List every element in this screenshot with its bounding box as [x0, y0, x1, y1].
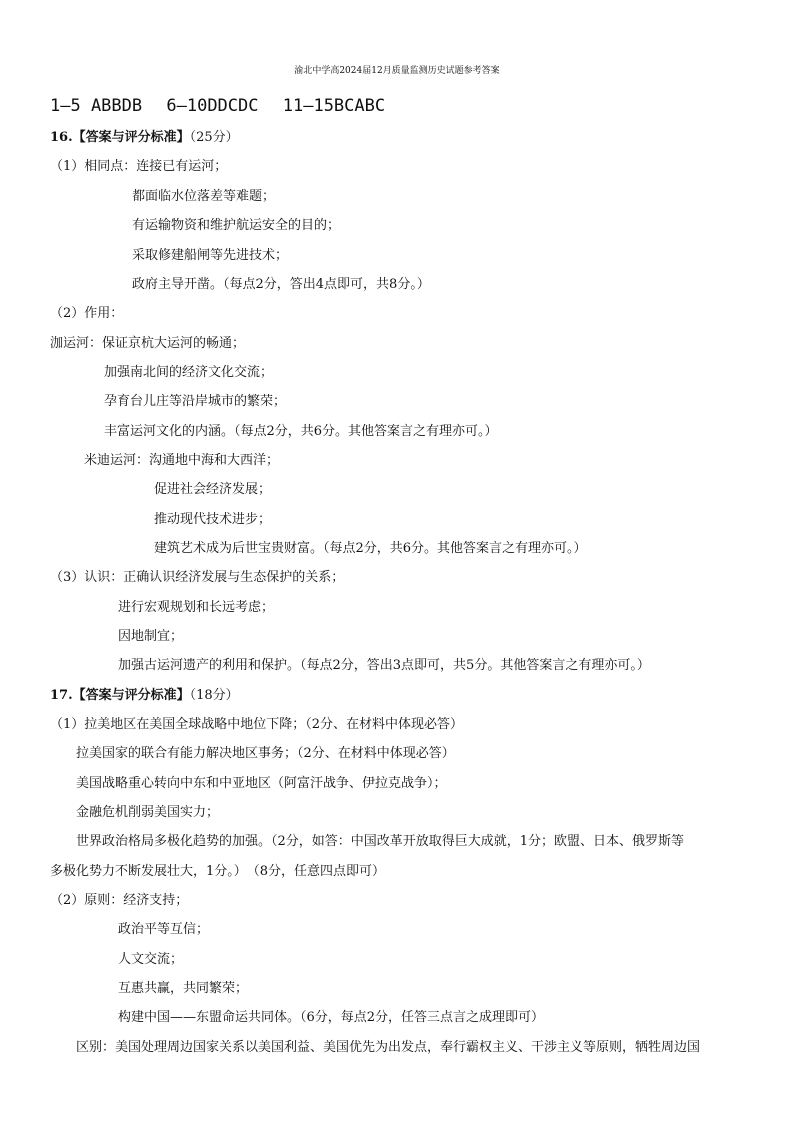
q17-p1-line: 美国战略重心转向中东和中亚地区（阿富汗战争、伊拉克战争）； — [76, 776, 447, 791]
q17-p2-line: 人文交流； — [118, 952, 184, 967]
q16-p3-line: 加强古运河遗产的利用和保护。（每点2分，答出3点即可，共5分。其他答案言之有理亦可。） — [118, 658, 650, 673]
q16-p2-line: 推动现代技术进步； — [154, 512, 272, 527]
q16-p2-line: 孕育台儿庄等沿岸城市的繁荣； — [104, 394, 287, 409]
q16-p1-line: 都面临水位落差等难题； — [132, 189, 276, 204]
q16-p2-line: （2）作用： — [50, 306, 124, 321]
q16-p1-line: 政府主导开凿。（每点2分，答出4点即可，共8分。） — [132, 277, 430, 292]
choice-answers — [50, 96, 399, 116]
q17-p2-line: 区别：美国处理周边国家关系以美国利益、美国优先为出发点，奉行霸权主义、干涉主义等原则，牺牲周边国 — [76, 1040, 701, 1055]
choice-answers-6-10: 6—10DDCDC — [166, 96, 259, 116]
q17-p1-line: 拉美国家的联合有能力解决地区事务；（2分、在材料中体现必答） — [76, 746, 455, 761]
q16-p1-line: 有运输物资和维护航运安全的目的； — [132, 218, 341, 233]
q17-heading-text: 17.【答案与评分标准】 — [50, 688, 190, 703]
q17-p2-line: 政治平等互信； — [118, 922, 210, 937]
q16-p2-line: 促进社会经济发展； — [154, 482, 272, 497]
q16-heading-text: 16.【答案与评分标准】 — [50, 130, 190, 145]
choice-answers-1-5: 1—5 ABBDB — [50, 96, 143, 116]
q16-p3-line: 因地制宜； — [118, 629, 184, 644]
q17-heading — [50, 688, 239, 704]
q17-p2-line: （2）原则：经济支持； — [50, 893, 189, 908]
q16-p1-line: 采取修建船闸等先进技术； — [132, 248, 289, 263]
q16-p3-line: （3）认识：正确认识经济发展与生态保护的关系； — [50, 570, 345, 585]
q16-p2-line: 米迪运河：沟通地中海和大西洋； — [84, 453, 280, 468]
q17-p1-line: 金融危机削弱美国实力； — [76, 805, 220, 820]
q16-p2-line: 丰富运河文化的内涵。（每点2分，共6分。其他答案言之有理亦可。） — [104, 424, 498, 439]
q16-p1-line: （1）相同点：连接已有运河； — [50, 159, 228, 174]
q16-p2-line: 建筑艺术成为后世宝贵财富。（每点2分，共6分。其他答案言之有理亦可。） — [154, 541, 587, 556]
q16-p2-line: 加强南北间的经济文化交流； — [104, 365, 274, 380]
q17-p1-line: 多极化势力不断发展壮大，1分。） （8分，任意四点即可） — [50, 864, 386, 879]
q17-score: （18分） — [189, 688, 239, 703]
q17-p2-line: 互惠共赢，共同繁荣； — [118, 981, 249, 996]
q17-p2-line: 构建中国——东盟命运共同体。（6分，每点2分，任答三点言之成理即可） — [118, 1010, 545, 1025]
q17-p1-line: （1）拉美地区在美国全球战略中地位下降；（2分、在材料中体现必答） — [50, 717, 464, 732]
q16-p2-line: 泇运河：保证京杭大运河的畅通； — [50, 336, 246, 351]
page-title: 渝北中学高2024届12月质量监测历史试题参考答案 — [294, 66, 500, 76]
q17-p1-line: 世界政治格局多极化趋势的加强。（2分，如答：中国改革开放取得巨大成就，1分；欧盟、日本、俄罗斯等 — [76, 834, 685, 849]
q16-heading — [50, 130, 239, 146]
q16-score: （25分） — [189, 130, 239, 145]
choice-answers-11-15: 11—15BCABC — [282, 96, 386, 116]
q16-p3-line: 进行宏观规划和长远考虑； — [118, 600, 275, 615]
